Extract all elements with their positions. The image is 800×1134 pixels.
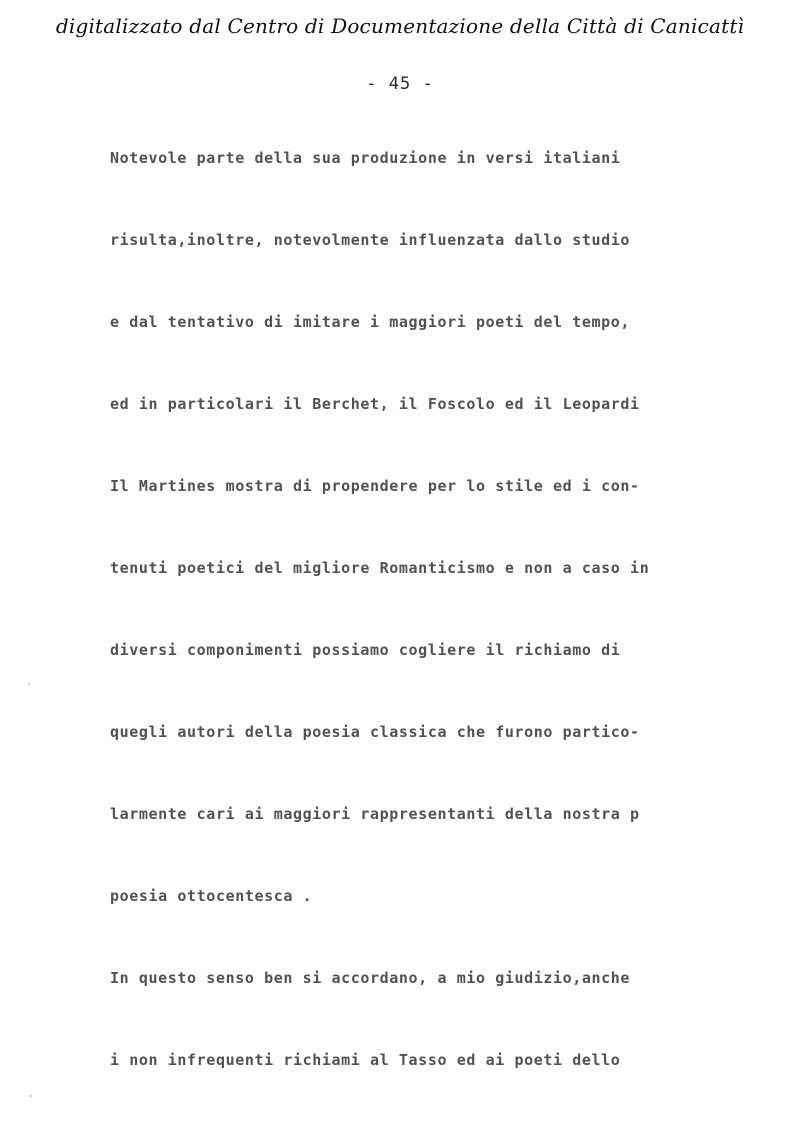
scan-speck bbox=[28, 683, 30, 685]
text-line: quegli autori della poesia classica che furono partico- bbox=[110, 723, 640, 741]
text-line: e dal tentativo di imitare i maggiori poeti del tempo, bbox=[110, 313, 631, 331]
text-line: tenuti poetici del migliore Romanticismo e non a caso in bbox=[110, 559, 650, 577]
typewritten-body-text bbox=[110, 146, 770, 1130]
text-line: poesia ottocentesca . bbox=[110, 887, 313, 905]
text-line: Notevole parte della sua produzione in versi italiani bbox=[110, 149, 621, 167]
scan-speck bbox=[30, 1095, 32, 1097]
text-line: risulta,inoltre, notevolmente influenzata dallo studio bbox=[110, 231, 631, 249]
digitization-watermark: digitalizzato dal Centro di Documentazione della Città di Canicattì bbox=[55, 14, 745, 38]
text-line: i non infrequenti richiami al Tasso ed ai poeti dello bbox=[110, 1051, 621, 1069]
text-line: ed in particolari il Berchet, il Foscolo ed il Leopardi bbox=[110, 395, 640, 413]
text-line: diversi componimenti possiamo cogliere il richiamo di bbox=[110, 641, 621, 659]
text-line: Il Martines mostra di propendere per lo stile ed i con- bbox=[110, 477, 640, 495]
text-line: larmente cari ai maggiori rappresentanti della nostra p bbox=[110, 805, 640, 823]
page-number: - 45 - bbox=[366, 74, 434, 94]
text-line: In questo senso ben si accordano, a mio giudizio,anche bbox=[110, 969, 631, 987]
